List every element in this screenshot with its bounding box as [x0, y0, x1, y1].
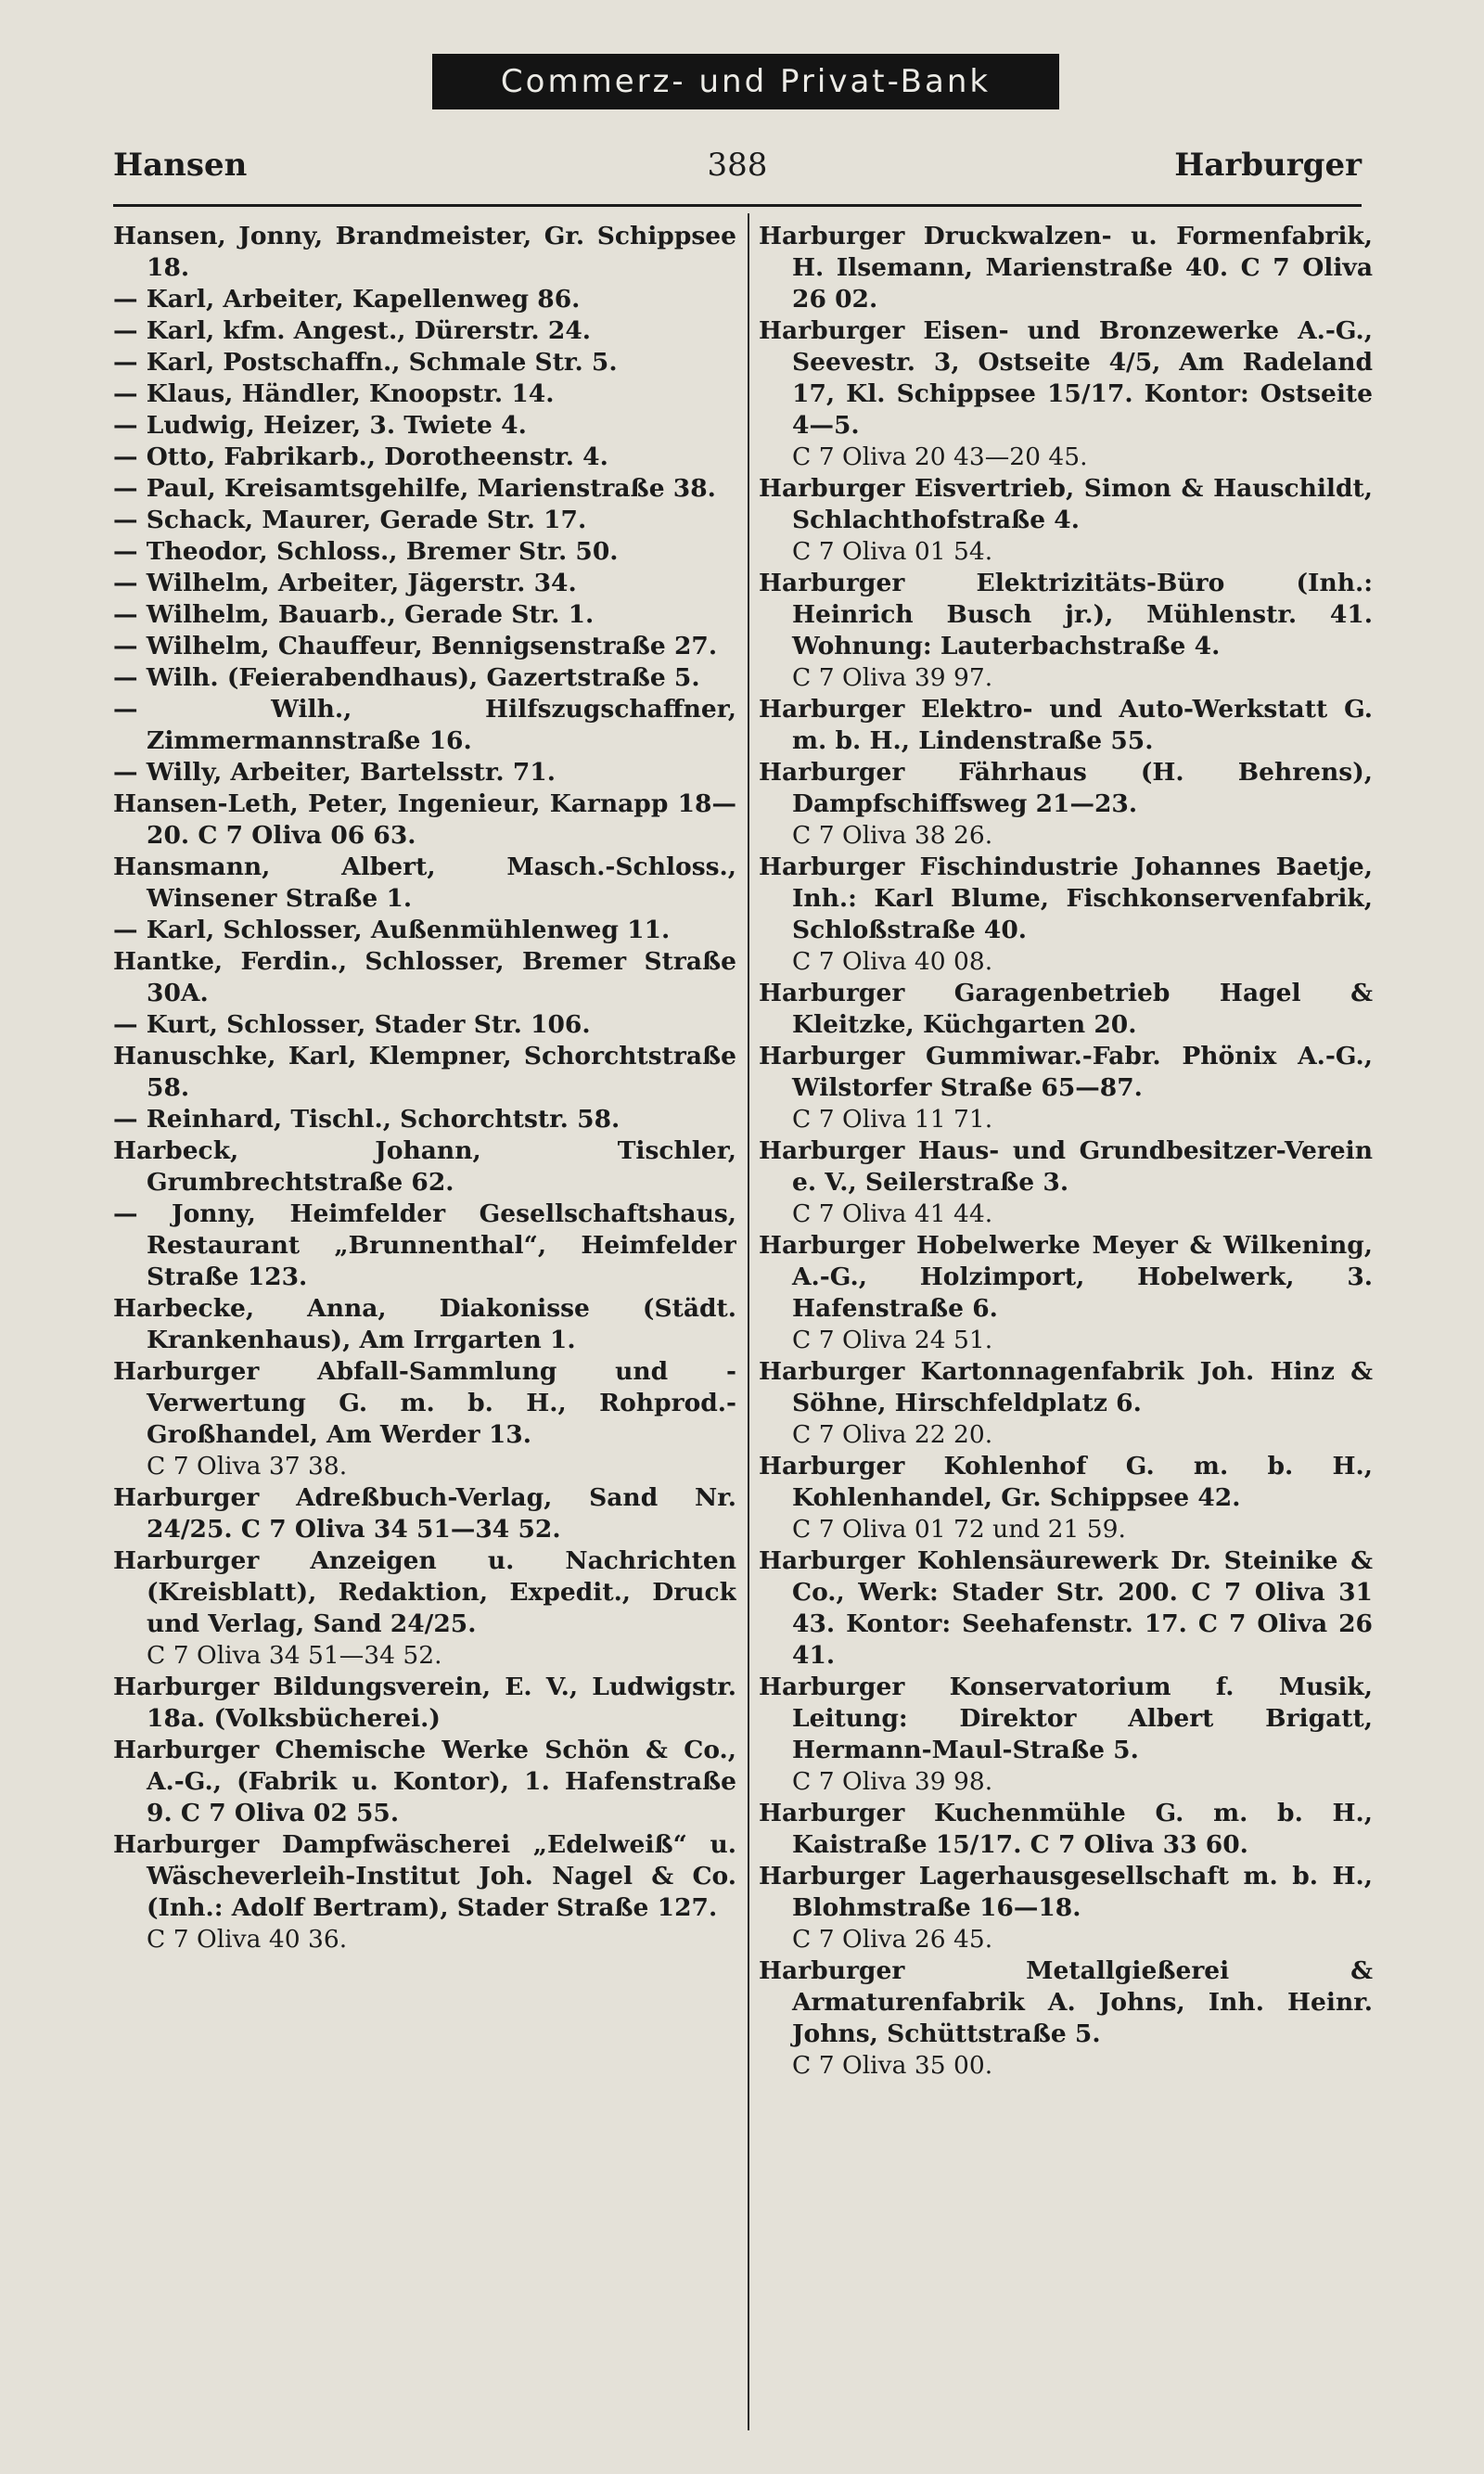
entry-text: Harburger Metallgießerei & Armaturenfabrik A. Johns, Inh. Heinr. Johns, Schüttstraße 5.: [759, 1956, 1373, 2048]
entry-text: Harburger Kuchenmühle G. m. b. H., Kaistraße 15/17. C 7 Oliva 33 60.: [759, 1799, 1373, 1859]
entry-text: Hansen, Jonny, Brandmeister, Gr. Schippsee 18.: [113, 222, 736, 282]
entry-phone: C 7 Oliva 40 36.: [147, 1925, 348, 1954]
entry-text: Harburger Abfall-Sammlung und -Verwertung G. m. b. H., Rohprod.-Großhandel, Am Werder 13.: [113, 1357, 736, 1449]
directory-entry: [113, 852, 736, 915]
entry-text: — Klaus, Händler, Knoopstr. 14.: [113, 379, 555, 408]
entry-phone: C 7 Oliva 34 51—34 52.: [147, 1641, 442, 1670]
directory-entry: [113, 1356, 736, 1482]
entry-text: Harbeck, Johann, Tischler, Grumbrechtstraße 62.: [113, 1136, 736, 1197]
directory-entry: [113, 1735, 736, 1829]
entry-text: — Paul, Kreisamtsgehilfe, Marienstraße 38.: [113, 474, 716, 503]
page-header: [113, 147, 1362, 193]
directory-entry: [113, 315, 736, 347]
entry-text: Harburger Dampfwäscherei „Edelweiß“ u. Wäscheverleih-Institut Joh. Nagel & Co. (Inh.: Adolf Bertram), Stader Straße 127.: [113, 1830, 736, 1922]
entry-text: Harburger Bildungsverein, E. V., Ludwigstr. 18a. (Volksbücherei.): [113, 1673, 736, 1733]
header-right-keyword: Harburger: [1174, 147, 1362, 184]
directory-entry: [759, 1041, 1373, 1135]
bank-banner: Commerz- und Privat-Bank: [432, 54, 1059, 109]
directory-entry: [759, 757, 1373, 852]
entry-text: Harburger Elektrizitäts-Büro (Inh.: Heinrich Busch jr.), Mühlenstr. 41. Wohnung: Lauterbachstraße 4.: [759, 569, 1373, 660]
entry-text: Harburger Eisen- und Bronzewerke A.-G., Seevestr. 3, Ostseite 4/5, Am Radeland 17, Kl. Schippsee 15/17. Kontor: Ostseite 4—5.: [759, 316, 1373, 440]
directory-entry: [113, 757, 736, 788]
entry-phone: C 7 Oliva 41 44.: [792, 1199, 993, 1228]
directory-entry: [759, 1861, 1373, 1955]
directory-entry: [113, 473, 736, 505]
entry-text: — Wilhelm, Bauarb., Gerade Str. 1.: [113, 600, 595, 629]
directory-entry: [113, 347, 736, 378]
entry-phone: C 7 Oliva 22 20.: [792, 1420, 993, 1449]
directory-entry: [113, 694, 736, 757]
directory-entry: [113, 631, 736, 662]
entry-phone: C 7 Oliva 35 00.: [792, 2051, 993, 2080]
directory-entry: [113, 1672, 736, 1735]
entry-text: Harburger Haus- und Grundbesitzer-Verein e. V., Seilerstraße 3.: [759, 1136, 1373, 1197]
entry-text: — Ludwig, Heizer, 3. Twiete 4.: [113, 411, 527, 440]
entry-text: Harburger Kohlensäurewerk Dr. Steinike & Co., Werk: Stader Str. 200. C 7 Oliva 31 43. Kontor: Seehafenstr. 17. C 7 Oliva 26 41.: [759, 1546, 1373, 1670]
entry-phone: C 7 Oliva 39 98.: [792, 1767, 993, 1796]
entry-phone: C 7 Oliva 11 71.: [792, 1105, 993, 1134]
directory-entry: [113, 1199, 736, 1293]
directory-entry: [759, 1545, 1373, 1672]
entry-phone: C 7 Oliva 37 38.: [147, 1452, 348, 1481]
directory-entry: [759, 852, 1373, 978]
directory-entry: [113, 284, 736, 315]
directory-entry: [759, 315, 1373, 473]
entry-text: Harburger Lagerhausgesellschaft m. b. H., Blohmstraße 16—18.: [759, 1862, 1373, 1922]
directory-entry: [113, 442, 736, 473]
directory-entry: [759, 1798, 1373, 1861]
directory-entry: [113, 1829, 736, 1955]
entry-text: Harburger Fährhaus (H. Behrens), Dampfschiffsweg 21—23.: [759, 758, 1373, 818]
directory-entry: [759, 1356, 1373, 1451]
directory-entry: [759, 568, 1373, 694]
entry-text: — Schack, Maurer, Gerade Str. 17.: [113, 506, 587, 534]
entry-text: — Willy, Arbeiter, Bartelsstr. 71.: [113, 758, 556, 787]
entry-text: — Wilhelm, Chauffeur, Bennigsenstraße 27.: [113, 632, 718, 660]
entry-text: Harburger Hobelwerke Meyer & Wilkening, A.-G., Holzimport, Hobelwerk, 3. Hafenstraße 6.: [759, 1231, 1373, 1323]
directory-entry: [113, 1293, 736, 1356]
directory-entry: [759, 221, 1373, 315]
directory-entry: [113, 1104, 736, 1135]
directory-entry: [113, 221, 736, 284]
directory-entry: [759, 978, 1373, 1041]
entry-text: Harburger Anzeigen u. Nachrichten (Kreisblatt), Redaktion, Expedit., Druck und Verlag, Sand 24/25.: [113, 1546, 736, 1638]
entry-text: — Otto, Fabrikarb., Dorotheenstr. 4.: [113, 442, 608, 471]
directory-entry: [113, 1482, 736, 1545]
entry-phone: C 7 Oliva 38 26.: [792, 821, 993, 850]
right-column: [759, 221, 1373, 2447]
entry-text: Harbecke, Anna, Diakonisse (Städt. Krankenhaus), Am Irrgarten 1.: [113, 1294, 736, 1354]
entry-text: Hansmann, Albert, Masch.-Schloss., Winsener Straße 1.: [113, 852, 736, 913]
directory-entry: [113, 505, 736, 536]
entry-text: Harburger Kartonnagenfabrik Joh. Hinz & Söhne, Hirschfeldplatz 6.: [759, 1357, 1373, 1417]
directory-entry: [113, 1041, 736, 1104]
entry-text: Harburger Chemische Werke Schön & Co., A.-G., (Fabrik u. Kontor), 1. Hafenstraße 9. C 7 Oliva 02 55.: [113, 1736, 736, 1827]
directory-entry: [759, 1672, 1373, 1798]
entry-text: — Reinhard, Tischl., Schorchtstr. 58.: [113, 1105, 620, 1134]
directory-entry: [113, 662, 736, 694]
column-divider: [748, 213, 749, 2430]
entry-text: Harburger Druckwalzen- u. Formenfabrik, H. Ilsemann, Marienstraße 40. C 7 Oliva 26 02.: [759, 222, 1373, 314]
header-left-keyword: Hansen: [113, 147, 248, 184]
entry-phone: C 7 Oliva 24 51.: [792, 1326, 993, 1354]
directory-entry: [759, 694, 1373, 757]
entry-phone: C 7 Oliva 20 43—20 45.: [792, 442, 1088, 471]
directory-entry: [113, 1545, 736, 1672]
entry-text: — Karl, Postschaffn., Schmale Str. 5.: [113, 348, 618, 377]
entry-text: — Jonny, Heimfelder Gesellschaftshaus, Restaurant „Brunnenthal“, Heimfelder Straße 123.: [113, 1199, 736, 1291]
entry-phone: C 7 Oliva 40 08.: [792, 947, 993, 976]
entry-phone: C 7 Oliva 26 45.: [792, 1925, 993, 1954]
directory-entry: [113, 1135, 736, 1199]
entry-text: — Karl, kfm. Angest., Dürerstr. 24.: [113, 316, 591, 345]
entry-text: Hantke, Ferdin., Schlosser, Bremer Straße 30A.: [113, 947, 736, 1007]
directory-entry: [113, 536, 736, 568]
entry-text: Harburger Eisvertrieb, Simon & Hauschildt, Schlachthofstraße 4.: [759, 474, 1373, 534]
entry-text: Hansen-Leth, Peter, Ingenieur, Karnapp 18—20. C 7 Oliva 06 63.: [113, 789, 736, 850]
entry-text: — Wilhelm, Arbeiter, Jägerstr. 34.: [113, 569, 577, 597]
directory-entry: [759, 1955, 1373, 2082]
directory-entry: [759, 1135, 1373, 1230]
entry-text: — Karl, Arbeiter, Kapellenweg 86.: [113, 285, 581, 314]
left-column: [113, 221, 736, 2447]
directory-entry: [113, 915, 736, 946]
entry-text: Harburger Gummiwar.-Fabr. Phönix A.-G., Wilstorfer Straße 65—87.: [759, 1042, 1373, 1102]
directory-entry: [113, 1009, 736, 1041]
entry-text: Harburger Fischindustrie Johannes Baetje, Inh.: Karl Blume, Fischkonservenfabrik, Schloßstraße 40.: [759, 852, 1373, 944]
directory-entry: [113, 378, 736, 410]
entry-text: — Wilh., Hilfszugschaffner, Zimmermannstraße 16.: [113, 695, 736, 755]
page-number: 388: [707, 147, 768, 184]
entry-text: Harburger Kohlenhof G. m. b. H., Kohlenhandel, Gr. Schippsee 42.: [759, 1452, 1373, 1512]
entry-text: — Wilh. (Feierabendhaus), Gazertstraße 5.: [113, 663, 700, 692]
directory-entry: [113, 410, 736, 442]
header-rule: [113, 204, 1362, 207]
directory-entry: [113, 946, 736, 1009]
entry-phone: C 7 Oliva 39 97.: [792, 663, 993, 692]
entry-text: Harburger Adreßbuch-Verlag, Sand Nr. 24/25. C 7 Oliva 34 51—34 52.: [113, 1483, 736, 1544]
directory-entry: [759, 1230, 1373, 1356]
directory-entry: [759, 1451, 1373, 1545]
entry-text: — Theodor, Schloss., Bremer Str. 50.: [113, 537, 619, 566]
directory-entry: [759, 473, 1373, 568]
entry-text: Hanuschke, Karl, Klempner, Schorchtstraße 58.: [113, 1042, 736, 1102]
entry-text: Harburger Garagenbetrieb Hagel & Kleitzke, Küchgarten 20.: [759, 979, 1373, 1039]
entry-text: Harburger Elektro- und Auto-Werkstatt G. m. b. H., Lindenstraße 55.: [759, 695, 1373, 755]
entry-phone: C 7 Oliva 01 54.: [792, 537, 993, 566]
entry-text: Harburger Konservatorium f. Musik, Leitung: Direktor Albert Brigatt, Hermann-Maul-Straße 5.: [759, 1673, 1373, 1764]
entry-text: — Karl, Schlosser, Außenmühlenweg 11.: [113, 916, 671, 944]
directory-entry: [113, 788, 736, 852]
directory-entry: [113, 568, 736, 599]
entry-text: — Kurt, Schlosser, Stader Str. 106.: [113, 1010, 591, 1039]
entry-phone: C 7 Oliva 01 72 und 21 59.: [792, 1515, 1126, 1544]
directory-entry: [113, 599, 736, 631]
